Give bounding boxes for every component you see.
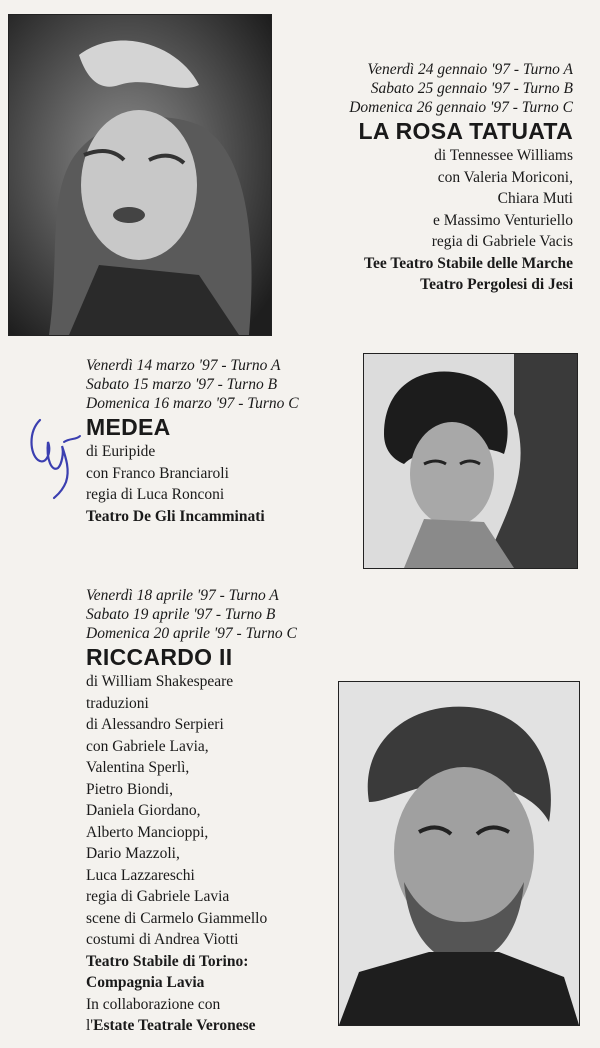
- show-credit: scene di Carmelo Giammello: [86, 909, 268, 927]
- show-date: Venerdì 24 gennaio '97 - Turno A: [367, 61, 573, 78]
- show-credit: e Massimo Venturiello: [432, 211, 573, 229]
- show-date: Domenica 20 aprile '97 - Turno C: [86, 625, 297, 642]
- show-credit: di Euripide: [86, 443, 156, 460]
- collaboration-partner: [86, 1015, 297, 1037]
- show-title: RICCARDO II: [86, 644, 233, 670]
- show-credit: regia di Luca Ronconi: [86, 486, 225, 503]
- show-credit: Daniela Giordano,: [86, 802, 201, 819]
- show-credit: di Alessandro Serpieri: [86, 716, 224, 733]
- photo-riccardo-ii: [338, 681, 580, 1026]
- show-credit: Valentina Sperlì,: [86, 759, 190, 776]
- show-producer: Tee Teatro Stabile delle Marche: [364, 254, 573, 272]
- show-date: Sabato 25 gennaio '97 - Turno B: [370, 80, 573, 97]
- show-date: Venerdì 18 aprile '97 - Turno A: [86, 587, 279, 604]
- collaboration-prefix: l': [86, 1017, 94, 1034]
- show-date: Sabato 15 marzo '97 - Turno B: [86, 376, 278, 393]
- show-producer: Teatro De Gli Incamminati: [86, 507, 265, 525]
- show-credit: di Tennessee Williams: [434, 147, 573, 164]
- show-credit: con Franco Branciaroli: [86, 464, 229, 482]
- show-credit: Luca Lazzareschi: [86, 866, 195, 884]
- show-date: Domenica 16 marzo '97 - Turno C: [86, 395, 299, 412]
- show-block-medea: [86, 356, 299, 527]
- show-credit: regia di Gabriele Vacis: [431, 233, 573, 250]
- show-date: Venerdì 14 marzo '97 - Turno A: [86, 357, 281, 374]
- show-producer: Compagnia Lavia: [86, 974, 205, 991]
- show-credit: Chiara Muti: [497, 190, 573, 207]
- show-credit: traduzioni: [86, 694, 149, 712]
- show-producer: Teatro Pergolesi di Jesi: [420, 276, 573, 293]
- photo-medea: [363, 353, 578, 569]
- show-credit: con Gabriele Lavia,: [86, 737, 209, 755]
- show-block-la-rosa-tatuata: [349, 60, 573, 296]
- show-producer: Teatro Stabile di Torino:: [86, 952, 249, 970]
- photo-la-rosa-tatuata: [8, 14, 272, 336]
- show-credit: Pietro Biondi,: [86, 780, 173, 798]
- collaboration-name: Estate Teatrale Veronese: [93, 1017, 256, 1034]
- show-credit: Alberto Mancioppi,: [86, 823, 209, 841]
- show-date: Domenica 26 gennaio '97 - Turno C: [349, 99, 573, 116]
- show-title: LA ROSA TATUATA: [358, 118, 573, 144]
- show-credit: regia di Gabriele Lavia: [86, 888, 230, 905]
- show-block-riccardo-ii: [86, 586, 297, 1037]
- show-title: MEDEA: [86, 414, 171, 440]
- show-credit: di William Shakespeare: [86, 673, 234, 690]
- show-credit: con Valeria Moriconi,: [437, 168, 573, 186]
- collaboration-intro: In collaborazione con: [86, 995, 221, 1013]
- handwritten-signature: [26, 412, 82, 502]
- show-credit: costumi di Andrea Viotti: [86, 931, 239, 948]
- show-credit: Dario Mazzoli,: [86, 845, 180, 862]
- show-date: Sabato 19 aprile '97 - Turno B: [86, 606, 276, 623]
